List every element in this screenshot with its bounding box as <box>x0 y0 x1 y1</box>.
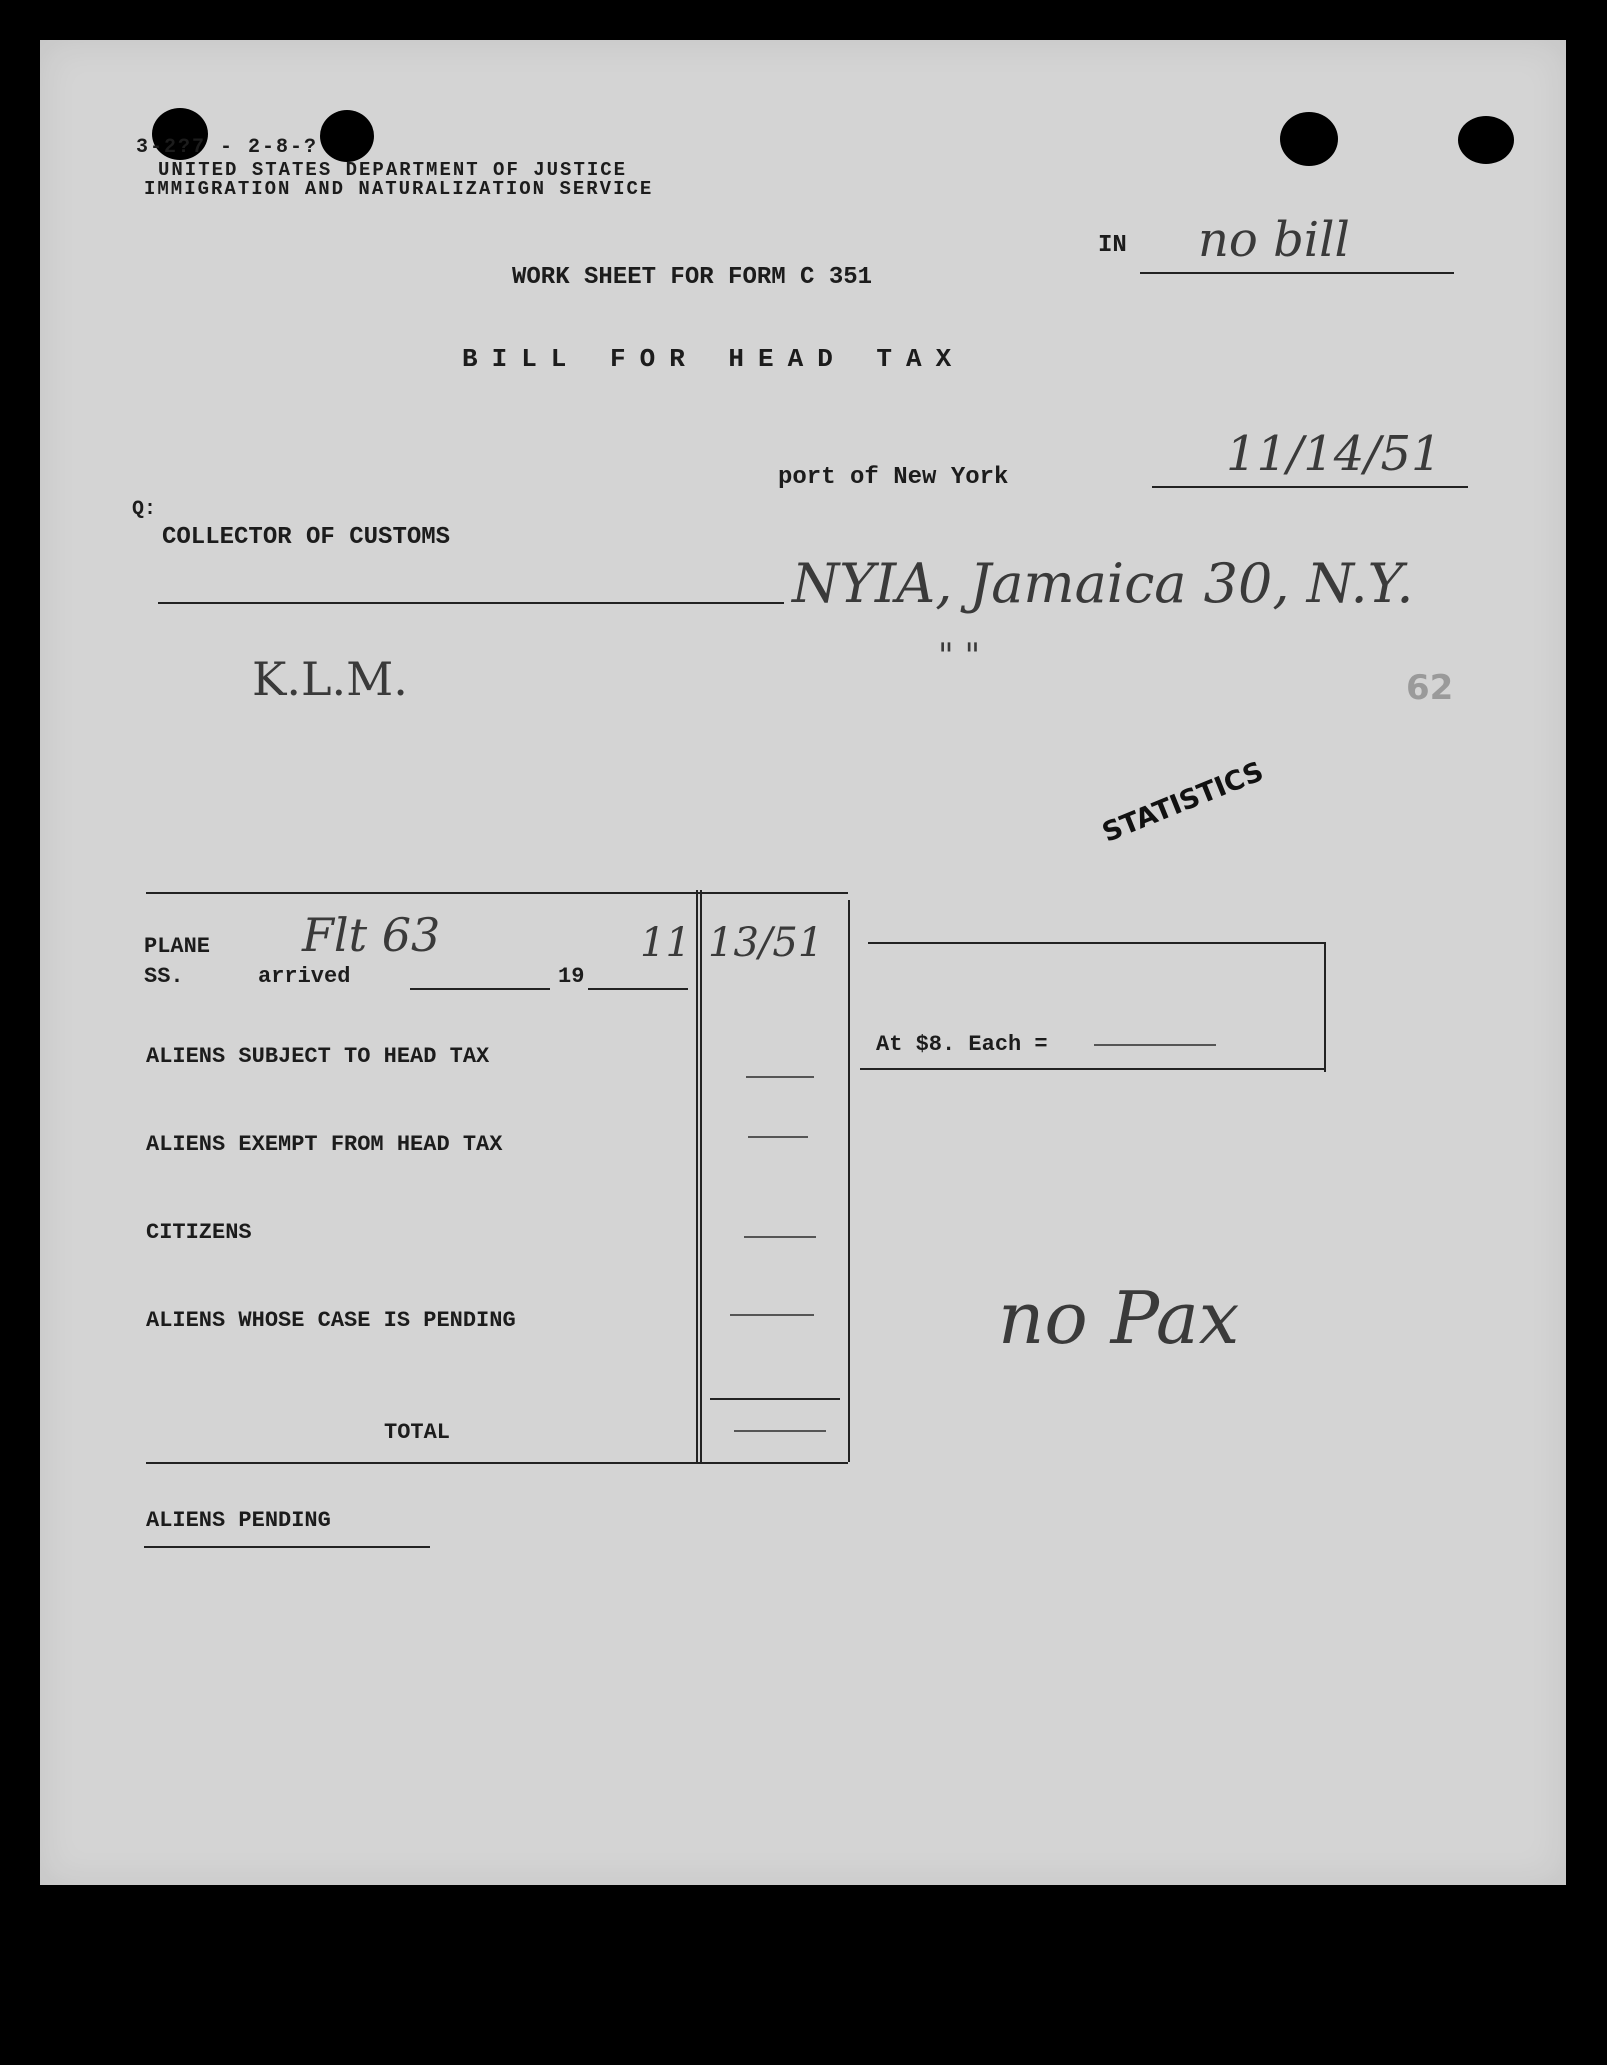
table-top-line <box>146 892 848 894</box>
in-line <box>1140 272 1454 274</box>
rate-box-top <box>868 942 1324 944</box>
arrival-date-handwritten: 13/51 <box>708 920 824 966</box>
total-value-dash <box>734 1430 826 1432</box>
rate-box-bottom <box>860 1068 1326 1070</box>
row-value-dash <box>746 1076 814 1078</box>
aliens-pending-label: ALIENS PENDING <box>146 1508 331 1533</box>
row-value-dash <box>744 1236 816 1238</box>
punch-hole <box>1280 112 1338 166</box>
rate-box-right <box>1324 942 1326 1072</box>
to-label: Q: <box>132 498 157 521</box>
page-number: 62 <box>1406 668 1454 708</box>
arrival-month-handwritten: 11 <box>640 920 691 966</box>
year-prefix: 19 <box>558 964 585 989</box>
punch-hole <box>320 110 374 162</box>
collector-label: COLLECTOR OF CUSTOMS <box>162 524 451 551</box>
table-divider-right <box>700 890 702 1462</box>
carrier-handwritten: K.L.M. <box>252 652 408 706</box>
table-right-edge <box>848 900 850 1462</box>
arrived-line <box>410 988 550 990</box>
collector-line <box>158 602 784 604</box>
rate-value-dash <box>1094 1044 1216 1046</box>
location-handwritten: NYIA, Jamaica 30, N.Y. <box>792 552 1414 615</box>
work-sheet-title: WORK SHEET FOR FORM C 351 <box>512 264 873 291</box>
row-label-exempt: ALIENS EXEMPT FROM HEAD TAX <box>146 1132 503 1157</box>
row-value-dash <box>730 1314 814 1316</box>
arrived-label: arrived <box>258 964 351 989</box>
rate-label: At $8. Each = <box>876 1032 1048 1057</box>
bill-title: BILL FOR HEAD TAX <box>462 344 966 374</box>
table-divider-left <box>696 890 698 1462</box>
document-page <box>40 40 1566 1885</box>
date-handwritten: 11/14/51 <box>1226 426 1442 482</box>
in-label: IN <box>1098 232 1127 259</box>
row-label-subject: ALIENS SUBJECT TO HEAD TAX <box>146 1044 490 1069</box>
agency-line-2: IMMIGRATION AND NATURALIZATION SERVICE <box>144 178 654 200</box>
punch-hole <box>1458 116 1514 164</box>
location-ditto: " " <box>938 636 981 676</box>
row-value-dash <box>748 1136 808 1138</box>
row-label-citizens: CITIZENS <box>146 1220 252 1245</box>
port-label: port of New York <box>778 464 1009 491</box>
statistics-stamp: STATISTICS <box>1098 756 1268 849</box>
date-line <box>1152 486 1468 488</box>
table-bottom-line <box>146 1462 848 1464</box>
ss-label: SS. <box>144 964 184 989</box>
in-handwritten: no bill <box>1198 212 1350 268</box>
no-pax-handwritten: no Pax <box>998 1276 1240 1360</box>
row-label-pending: ALIENS WHOSE CASE IS PENDING <box>146 1308 516 1333</box>
aliens-pending-line <box>144 1546 430 1548</box>
agency-line-1: UNITED STATES DEPARTMENT OF JUSTICE <box>158 159 628 181</box>
form-number: 3-2?7 - 2-8-? <box>136 136 319 159</box>
plane-label: PLANE <box>144 934 211 959</box>
total-separator-line <box>710 1398 840 1400</box>
flight-handwritten: Flt 63 <box>302 908 441 962</box>
year-line <box>588 988 688 990</box>
total-label: TOTAL <box>384 1420 451 1445</box>
